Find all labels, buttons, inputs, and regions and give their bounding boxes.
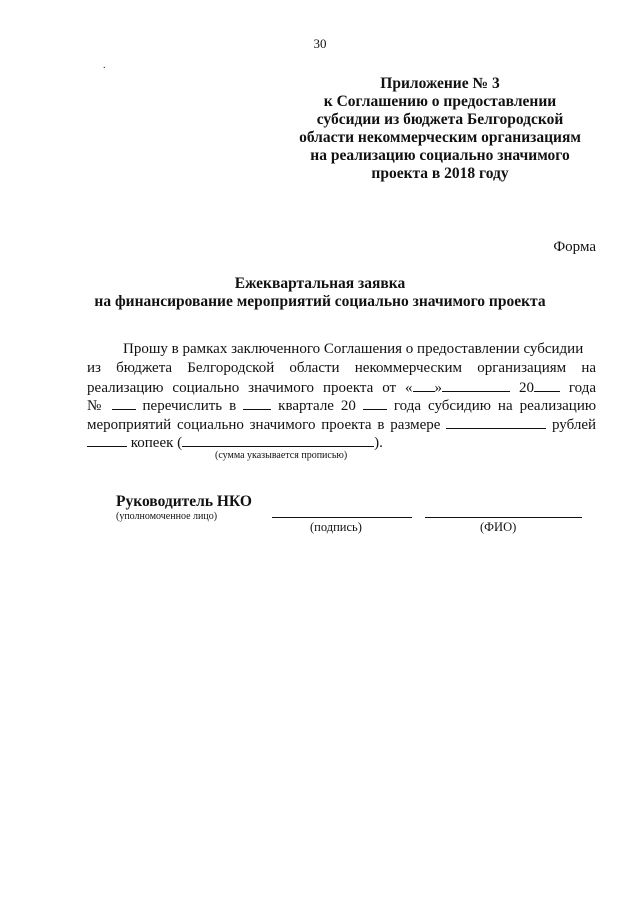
body-text: перечислить в bbox=[142, 398, 237, 414]
quarter-year-blank[interactable] bbox=[363, 396, 387, 410]
year-blank[interactable] bbox=[534, 378, 560, 392]
body-text: квартале 20 bbox=[278, 398, 356, 414]
name-line[interactable] bbox=[425, 517, 582, 518]
body-text: реализацию социально значимого проекта от « bbox=[87, 380, 413, 396]
body-line-3 bbox=[87, 378, 596, 398]
body-text: рублей bbox=[551, 417, 597, 433]
appendix-heading bbox=[290, 75, 590, 183]
amount-in-words-blank[interactable] bbox=[182, 433, 374, 447]
body-text: » bbox=[434, 380, 443, 396]
body-text: мероприятий социально значимого проекта в размере bbox=[87, 417, 441, 433]
appendix-line: Приложение № 3 bbox=[380, 75, 500, 92]
rubles-blank[interactable] bbox=[446, 415, 546, 429]
appendix-line: субсидии из бюджета Белгородской bbox=[316, 111, 564, 128]
appendix-line: к Соглашению о предоставлении bbox=[323, 93, 557, 110]
body-line-2: из бюджета Белгородской области некоммерческим организациям на bbox=[87, 360, 596, 376]
month-blank[interactable] bbox=[442, 378, 510, 392]
appendix-line: проекта в 2018 году bbox=[371, 165, 509, 182]
appendix-line: области некоммерческим организациям bbox=[299, 129, 581, 146]
kopecks-blank[interactable] bbox=[87, 433, 127, 447]
number-blank[interactable] bbox=[112, 396, 136, 410]
body-text: копеек ( bbox=[130, 435, 183, 451]
name-caption: (ФИО) bbox=[480, 520, 517, 534]
body-text: № bbox=[87, 398, 105, 414]
body-text: ). bbox=[374, 435, 383, 451]
authorized-person-note: (уполномоченное лицо) bbox=[116, 511, 218, 522]
page-number: 30 bbox=[313, 36, 327, 51]
body-line-5 bbox=[87, 415, 596, 435]
body-text: 20 bbox=[518, 380, 534, 396]
day-blank[interactable] bbox=[413, 378, 435, 392]
amount-hint: (сумма указывается прописью) bbox=[215, 450, 348, 461]
body-line-4 bbox=[87, 396, 596, 416]
signature-line[interactable] bbox=[272, 517, 412, 518]
title-line-2: на финансирование мероприятий социально значимого проекта bbox=[94, 293, 546, 310]
head-label: Руководитель НКО bbox=[116, 493, 252, 510]
body-text: года bbox=[568, 380, 596, 396]
quarter-blank[interactable] bbox=[243, 396, 271, 410]
document-title bbox=[0, 275, 640, 311]
body-line-1: Прошу в рамках заключенного Соглашения о предоставлении субсидии bbox=[123, 341, 584, 357]
title-line-1: Ежеквартальная заявка bbox=[234, 275, 406, 292]
stray-dot: . bbox=[103, 60, 106, 71]
body-text: года субсидию на реализацию bbox=[393, 398, 597, 414]
appendix-line: на реализацию социально значимого bbox=[310, 147, 570, 164]
form-label: Форма bbox=[553, 239, 596, 255]
signature-caption: (подпись) bbox=[310, 520, 362, 534]
